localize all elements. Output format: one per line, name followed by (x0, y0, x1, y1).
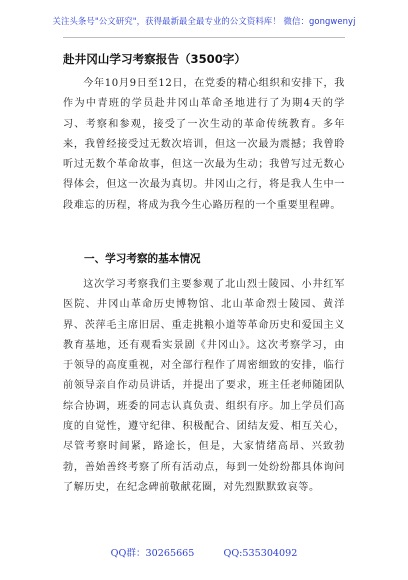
footer-qq: QQ:535304092 (223, 548, 298, 559)
footer-contacts (0, 545, 408, 559)
intro-paragraph: 今年10月9日至12日，在党委的精心组织和安排下，我作为中青班的学员赴井冈山革命圣地进行了为期4天的学习、考察和参观，接受了一次生动的革命传统教育。多年来，我曾经接受过无数次培训，但这一次最为震撼；我曾聆听过无数个革命故事，但这一次最为生动；我曾写过无数心得体会，但这一次最为真切。井冈山之行，将是我人生中一段难忘的历程，将成为我今生心路历程的一个重要里程碑。 (63, 78, 345, 211)
header-divider (63, 37, 345, 38)
document-title: 赴井冈山学习考察报告（3500字） (63, 52, 246, 66)
header-notice: 关注头条号"公文研究"，获得最新最全最专业的公文资料库！ 微信：gongwenyj (52, 16, 356, 26)
section-paragraph: 这次学习考察我们主要参观了北山烈士陵园、小井红军医院、井冈山革命历史博物馆、北山革命烈士陵园、黄洋界、茨萍毛主席旧居、重走挑粮小道等革命历史和爱国主义教育基地，还有观看实景剧《井冈山》。这次考察学习，由于领导的高度重视，对全部行程作了周密细致的安排，临行前领导亲自作动员讲话，并提出了要求，班主任老师随团队综合协调，班委的同志认真负责、组织有序。加上学员们高度的自觉性，遵守纪律、积极配合、团结友爱、相互关心，尽管考察时间紧，路途长，但是，大家情绪高昂、兴致勃勃，善始善终考察了所有活动点，每到一处纷纷都具体询问了解历史，在纪念碑前敬献花圈，对先烈默默致哀等。 (63, 279, 345, 493)
section-heading: 一、学习考察的基本情况 (84, 253, 201, 265)
footer-qq-group: QQ群：30265665 (110, 548, 195, 559)
